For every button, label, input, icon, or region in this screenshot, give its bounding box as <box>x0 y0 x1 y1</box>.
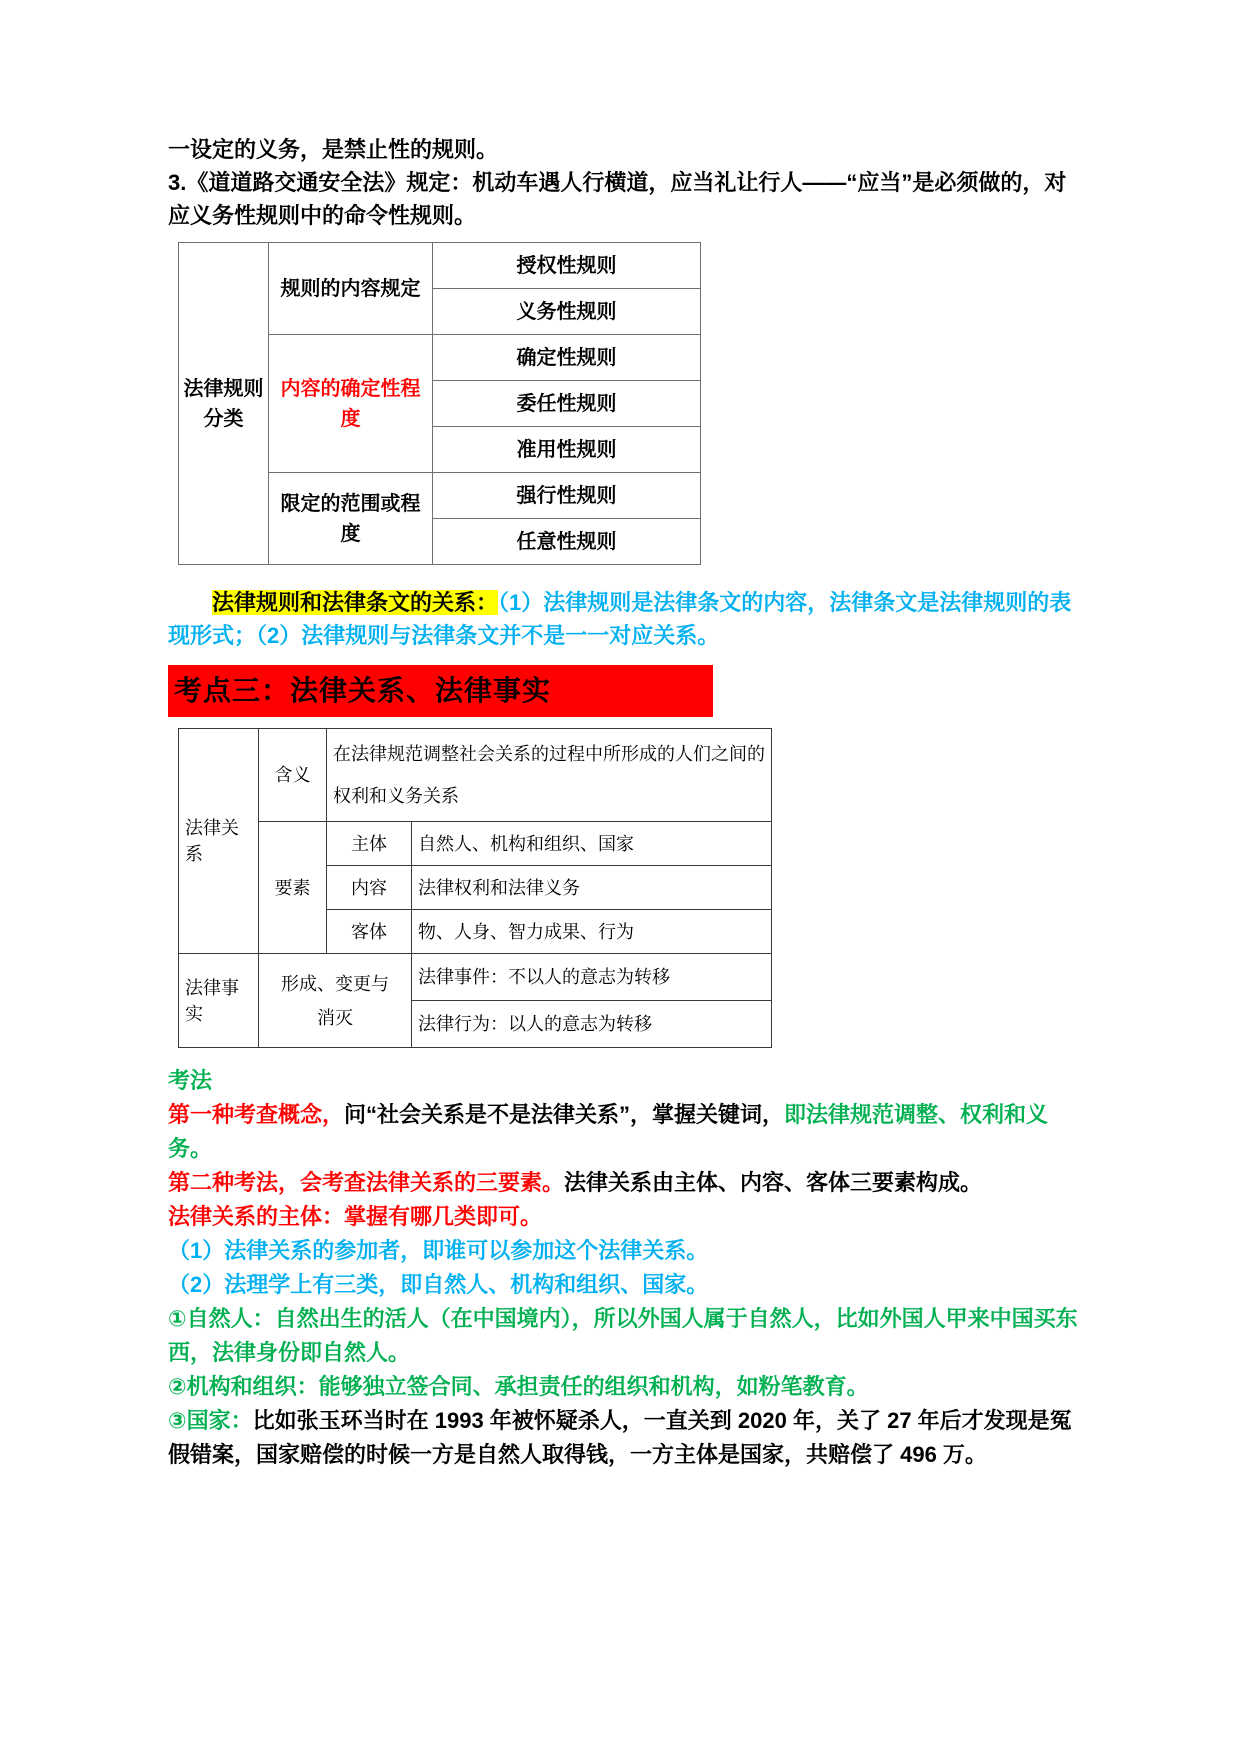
notes-heading <box>168 1064 1084 1098</box>
element-value: 法律权利和法律义务 <box>412 866 772 910</box>
rules-item: 授权性规则 <box>433 243 701 289</box>
section-banner-text: 考点三：法律关系、法律事实 <box>174 675 552 706</box>
rules-group-scope-label: 限定的范围或程度 <box>269 473 433 565</box>
rules-item: 任意性规则 <box>433 519 701 565</box>
note-segment: 法律关系的主体：掌握有哪几类即可。 <box>168 1204 543 1229</box>
note-segment: （1）法律关系的参加者，即谁可以参加这个法律关系。 <box>168 1238 709 1263</box>
exam-notes-section <box>168 1064 1080 1472</box>
note-segment: 即法律规范调整、权利和义务。 <box>168 1102 1049 1161</box>
rules-vs-provisions-paragraph <box>168 586 1080 652</box>
note-segment: 问“社会关系是不是法律关系”，掌握关键词， <box>344 1102 785 1127</box>
table-row <box>179 729 772 822</box>
note-segment: 第二种考法，会考查法律关系的三要素。 <box>168 1170 565 1195</box>
rules-group-content-label: 规则的内容规定 <box>269 243 433 335</box>
meaning-text: 在法律规范调整社会关系的过程中所形成的人们之间的权利和义务关系 <box>327 729 772 822</box>
intro-continuation-text: 一设定的义务，是禁止性的规则。 <box>168 137 499 162</box>
facts-process-label: 形成、变更与消灭 <box>259 954 412 1048</box>
note-segment: 法律关系由主体、内容、客体三要素构成。 <box>564 1170 983 1195</box>
section-banner <box>168 665 713 717</box>
rules-item: 委任性规则 <box>433 381 701 427</box>
intro-item-3-text: 3.《道道路交通安全法》规定：机动车遇人行横道，应当礼让行人——“应当”是必须做的，对应义务性规则中的命令性规则。 <box>168 170 1067 228</box>
note-segment: ③国家： <box>168 1408 253 1433</box>
rules-item: 义务性规则 <box>433 289 701 335</box>
note-paragraph-1 <box>168 1098 1084 1166</box>
table-row <box>179 243 701 289</box>
rules-item: 准用性规则 <box>433 427 701 473</box>
legal-rules-classification-table <box>178 242 701 565</box>
note-paragraph-2 <box>168 1166 1084 1200</box>
note-segment: 第一种考查概念， <box>168 1102 345 1127</box>
rules-item: 确定性规则 <box>433 335 701 381</box>
facts-row-header: 法律事实 <box>179 954 259 1048</box>
highlighted-heading: 法律规则和法律条文的关系： <box>212 590 499 615</box>
note-segment: ①自然人：自然出生的活人（在中国境内），所以外国人属于自然人，比如外国人甲来中国买东西，法律身份即自然人。 <box>168 1306 1078 1365</box>
rules-table-row-header: 法律规则分类 <box>179 243 269 565</box>
element-value: 物、人身、智力成果、行为 <box>412 910 772 954</box>
table-row <box>179 954 772 1001</box>
element-value: 自然人、机构和组织、国家 <box>412 822 772 866</box>
legal-relations-table <box>178 728 772 1048</box>
elements-label: 要素 <box>259 822 327 954</box>
element-key: 客体 <box>327 910 412 954</box>
note-segment: （2）法理学上有三类，即自然人、机构和组织、国家。 <box>168 1272 709 1297</box>
rules-group-certainty-label: 内容的确定性程度 <box>269 335 433 473</box>
note-segment: 比如张玉环当时在 1993 年被怀疑杀人，一直关到 2020 年，关了 27 年后才发现是冤假错案，国家赔偿的时候一方是自然人取得钱，一方主体是国家，共赔偿了 496 万。 <box>168 1408 1072 1467</box>
table-row <box>179 822 772 866</box>
intro-continuation-line <box>168 133 1080 166</box>
facts-item: 法律行为：以人的意志为转移 <box>412 1001 772 1048</box>
note-paragraph-6 <box>168 1302 1084 1370</box>
facts-item: 法律事件：不以人的意志为转移 <box>412 954 772 1001</box>
meaning-label: 含义 <box>259 729 327 822</box>
note-paragraph-8 <box>168 1404 1084 1472</box>
note-segment: ②机构和组织：能够独立签合同、承担责任的组织和机构，如粉笔教育。 <box>168 1374 869 1399</box>
intro-item-3 <box>168 166 1080 232</box>
note-paragraph-3 <box>168 1200 1084 1234</box>
relation-row-header: 法律关系 <box>179 729 259 954</box>
relation-detail-text: （1）法律规则是法律条文的内容，法律条文是法律规则的表现形式；（2）法律规则与法律条文并不是一一对应关系。 <box>168 590 1072 648</box>
note-paragraph-7 <box>168 1370 1084 1404</box>
note-paragraph-5 <box>168 1268 1084 1302</box>
notes-heading-text: 考法 <box>168 1068 213 1093</box>
rules-item: 强行性规则 <box>433 473 701 519</box>
element-key: 内容 <box>327 866 412 910</box>
element-key: 主体 <box>327 822 412 866</box>
note-paragraph-4 <box>168 1234 1084 1268</box>
